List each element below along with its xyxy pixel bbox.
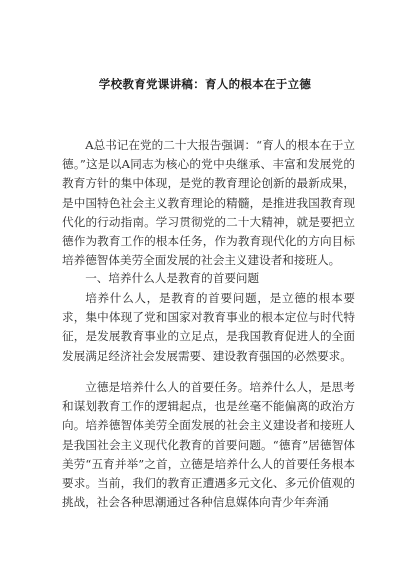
paragraph-section-1-a: 培养什么人，是教育的首要问题，是立德的根本要求，集中体现了党和国家对教育事业的根本定位与时代特征，是发展教育事业的立足点，是我国教育促进人的全面发展满足经济社会发展需要、建设教育强国的必然要求。 [62, 291, 355, 363]
paragraph-intro: A总书记在党的二十大报告强调：“育人的根本在于立德。”这是以A同志为核心的党中央继承、丰富和发展党的教育方针的集中体现，是党的教育理论创新的最新成果，是中国特色社会主义教育理论的精髓，是推进我国教育现代化的行动指南。学习贯彻党的二十大精神，就是要把立德作为教育工作的根本任务，作为教育现代化的方向目标培养德智体美劳全面发展的社会主义建设者和接班人。 [62, 138, 355, 268]
paragraph-section-1-b: 立德是培养什么人的首要任务。培养什么人，是思考和谋划教育工作的逻辑起点，也是丝毫不能偏离的政治方向。培养德智体美劳全面发展的社会主义建设者和接班人是我国社会主义现代化教育的首要问题。“德育”居德智体美劳“五育并举”之首，立德是培养什么人的首要任务根本要求。当前，我们的教育正遭遇多元文化、多元价值观的挑战，社会各种思潮通过各种信息媒体向青少年奔涌 [62, 380, 355, 510]
section-heading-1: 一、培养什么人是教育的首要问题 [85, 271, 260, 285]
document-title: 学校教育党课讲稿：育人的根本在于立德 [98, 77, 312, 91]
